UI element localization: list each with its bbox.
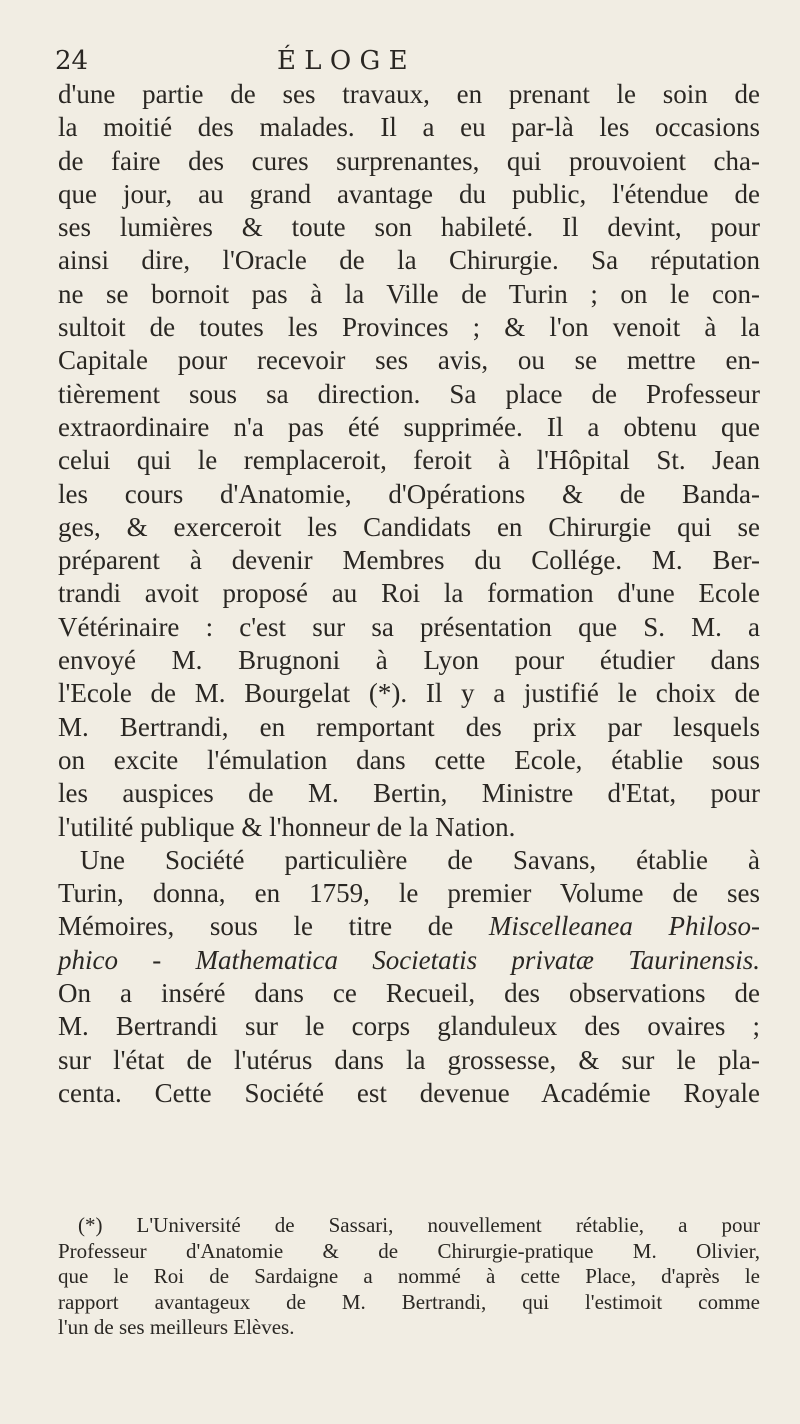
text-line: on excite l'émulation dans cette Ecole, établie sous <box>58 744 760 775</box>
text-line: de faire des cures surprenantes, qui prouvoient cha- <box>58 145 760 176</box>
footnote-line: (*) L'Université de Sassari, nouvellement rétablie, a pour <box>78 1213 760 1237</box>
page-number: 24 <box>55 46 89 76</box>
footnote <box>58 1213 760 1341</box>
text-line: la moitié des malades. Il a eu par-là les occasions <box>58 112 760 143</box>
text-line: les cours d'Anatomie, d'Opérations & de Banda- <box>58 478 760 509</box>
text-line: M. Bertrandi sur le corps glanduleux des ovaires ; <box>58 1011 760 1042</box>
footnote-line: l'un de ses meilleurs Elèves. <box>58 1315 295 1339</box>
footnote-line: Professeur d'Anatomie & de Chirurgie-pratique M. Olivier, <box>58 1238 760 1263</box>
latin-title: Miscelleanea Philoso- <box>488 911 760 942</box>
latin-title-fragment: Mathematica Societatis privatæ Taurinensis. <box>195 944 760 975</box>
text-line: préparent à devenir Membres du Collége. M. Ber- <box>58 545 760 576</box>
text-line: Capitale pour recevoir ses avis, ou se mettre en- <box>58 345 760 376</box>
text-line: les auspices de M. Bertin, Ministre d'Etat, pour <box>58 778 760 809</box>
text-line: ges, & exerceroit les Candidats en Chirurgie qui se <box>58 511 760 542</box>
text-line: centa. Cette Société est devenue Académie Royale <box>58 1077 760 1108</box>
text-line: sur l'état de l'utérus dans la grossesse, & sur le pla- <box>58 1044 760 1075</box>
text-fragment: Mémoires, sous le titre de <box>58 911 454 942</box>
text-line: envoyé M. Brugnoni à Lyon pour étudier dans <box>58 645 760 676</box>
text-line: que jour, au grand avantage du public, l'étendue de <box>58 178 760 209</box>
text-line: d'une partie de ses travaux, en prenant le soin de <box>58 79 760 109</box>
latin-title-line <box>58 944 760 977</box>
text-line: ses lumières & toute son habileté. Il devint, pour <box>58 212 760 243</box>
text-line: l'Ecole de M. Bourgelat (*). Il y a justifié le choix de <box>58 678 760 709</box>
text-line: ainsi dire, l'Oracle de la Chirurgie. Sa réputation <box>58 245 760 276</box>
text-line: tièrement sous sa direction. Sa place de Professeur <box>58 378 760 409</box>
text-line: Vétérinaire : c'est sur sa présentation que S. M. a <box>58 611 760 642</box>
paragraph-start-line: Une Société particulière de Savans, établie à <box>80 844 760 875</box>
running-title: ÉLOGE <box>277 46 416 76</box>
text-line: trandi avoit proposé au Roi la formation d'une Ecole <box>58 578 760 609</box>
latin-title-fragment: phico - <box>58 944 196 975</box>
text-line: M. Bertrandi, en remportant des prix par lesquels <box>58 711 760 742</box>
text-line: Turin, donna, en 1759, le premier Volume de ses <box>58 878 760 909</box>
footnote-line: que le Roi de Sardaigne a nommé à cette Place, d'après le <box>58 1264 760 1288</box>
text-line: sultoit de toutes les Provinces ; & l'on venoit à la <box>58 312 760 343</box>
text-line: On a inséré dans ce Recueil, des observations de <box>58 978 760 1009</box>
footnote-line: rapport avantageux de M. Bertrandi, qui l'estimoit comme <box>58 1289 760 1314</box>
text-line-with-title <box>58 910 760 943</box>
text-line: ne se bornoit pas à la Ville de Turin ; on le con- <box>58 278 760 309</box>
main-text <box>58 78 760 1110</box>
paragraph-end-line: l'utilité publique & l'honneur de la Nation. <box>58 811 516 842</box>
text-line: extraordinaire n'a pas été supprimée. Il a obtenu que <box>58 411 760 442</box>
text-line: celui qui le remplaceroit, feroit à l'Hôpital St. Jean <box>58 445 760 476</box>
page-header <box>55 42 755 80</box>
